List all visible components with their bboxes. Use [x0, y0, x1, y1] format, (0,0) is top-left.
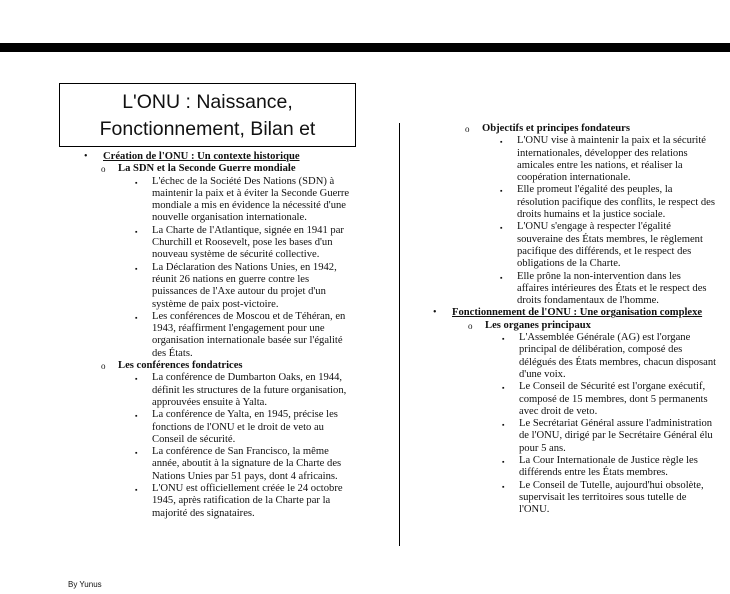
list-item	[135, 483, 384, 520]
list-item-line: nouvelle organisation internationale.	[152, 212, 307, 224]
list-item-line: d'une voix.	[519, 368, 566, 380]
list-item-line: Le Conseil de Tutelle, aujourd'hui obsolète,	[519, 479, 704, 491]
square-bullet-marker: ▪	[135, 412, 138, 421]
list-item-line: La Cour Internationale de Justice règle les	[519, 455, 698, 467]
list-item-line: année, aboutit à la signature de la Charte des	[152, 458, 342, 470]
square-bullet-marker: ▪	[502, 335, 505, 344]
list-item-line: système de paix post-victoire.	[152, 298, 279, 310]
list-item-line: droits humains et la justice sociale.	[517, 209, 666, 221]
subsection-heading-text: La SDN et la Seconde Guerre mondiale	[118, 163, 296, 175]
author-footer: By Yunus	[68, 580, 102, 589]
list-item	[500, 221, 730, 270]
header-bar	[0, 43, 730, 52]
list-item-line: pour 5 ans.	[519, 442, 566, 454]
square-bullet-marker: ▪	[500, 138, 503, 147]
square-bullet-marker: ▪	[135, 313, 138, 322]
circle-bullet-marker: o	[465, 124, 470, 134]
disc-bullet-marker: •	[84, 151, 88, 162]
list-item-line: pacifique des différends, et le respect des	[517, 245, 692, 257]
circle-bullet-marker: o	[468, 320, 473, 331]
list-item-line: principal de délibération, composé des	[519, 344, 683, 356]
list-item	[500, 135, 730, 184]
list-item	[502, 332, 730, 381]
list-item-line: affaires intérieures des États et le respect des	[517, 282, 707, 294]
list-item-line: Le Conseil de Sécurité est l'organe exécutif,	[519, 381, 706, 393]
list-item	[135, 446, 384, 483]
subsection-heading	[101, 360, 384, 372]
list-item	[502, 455, 730, 480]
square-bullet-marker: ▪	[135, 449, 138, 458]
list-item	[135, 311, 384, 360]
list-item-line: L'Assemblée Générale (AG) est l'organe	[519, 332, 691, 344]
list-item-line: définit les structures de la future organisation,	[152, 384, 347, 396]
list-item-line: droits fondamentaux de l'homme.	[517, 295, 659, 307]
list-item-line: L'ONU s'engage à respecter l'égalité	[517, 221, 671, 233]
list-item-line: l'ONU.	[519, 504, 550, 516]
document-title	[60, 89, 355, 143]
list-item-line: majorité des signataires.	[152, 507, 255, 519]
list-item	[502, 480, 730, 517]
list-item-line: avec droit de veto.	[519, 405, 598, 417]
list-item-line: résolution pacifique des conflits, le respect des	[517, 196, 715, 208]
list-item-line: puissances de l'Axe autour du projet d'un	[152, 286, 326, 298]
list-item-line: supervisait les territoires sous tutelle de	[519, 491, 687, 503]
list-item	[502, 418, 730, 455]
list-item-line: délégués des États membres, chacun disposant	[519, 356, 717, 368]
subsection-heading-text: Les organes principaux	[485, 319, 591, 331]
list-item-line: coopération internationale.	[517, 172, 631, 184]
list-item	[135, 176, 384, 225]
list-item-line: La conférence de Yalta, en 1945, précise les	[152, 409, 338, 421]
list-item-line: nouveau système de sécurité collective.	[152, 249, 320, 261]
title-line: L'ONU : Naissance,	[122, 91, 293, 113]
subsection-heading-text: Les conférences fondatrices	[118, 360, 243, 372]
title-line: Fonctionnement, Bilan et	[99, 118, 316, 140]
list-item-line: internationales, développer des relations	[517, 147, 688, 159]
list-item	[500, 271, 730, 308]
square-bullet-marker: ▪	[135, 375, 138, 384]
list-item-line: composé de 15 membres, dont 5 permanents	[519, 393, 708, 405]
left-column	[84, 151, 384, 520]
section-heading	[84, 151, 384, 163]
subsection-heading	[101, 163, 384, 175]
list-item-line: de l'ONU, dirigé par le Secrétaire Général élu	[519, 430, 713, 442]
section-heading-text: Création de l'ONU : Un contexte historique	[103, 151, 300, 162]
section-heading	[433, 307, 730, 319]
list-item-line: L'ONU est officiellement créée le 24 octobre	[152, 483, 343, 495]
right-column	[433, 123, 730, 517]
square-bullet-marker: ▪	[135, 486, 138, 495]
section-heading-text: Fonctionnement de l'ONU : Une organisation complexe	[452, 307, 703, 319]
list-item-line: La Charte de l'Atlantique, signée en 1941 par	[152, 224, 344, 236]
list-item	[502, 381, 730, 418]
list-item-line: fonctions de l'ONU et le droit de veto au	[152, 421, 324, 433]
list-item-line: Le Secrétariat Général assure l'administration	[519, 418, 713, 430]
circle-bullet-marker: o	[101, 164, 106, 175]
list-item-line: Les conférences de Moscou et de Téhéran, en	[152, 310, 346, 322]
square-bullet-marker: ▪	[135, 227, 138, 236]
subsection-heading	[468, 320, 730, 332]
square-bullet-marker: ▪	[502, 421, 505, 430]
square-bullet-marker: ▪	[502, 384, 505, 393]
square-bullet-marker: ▪	[135, 264, 138, 273]
list-item-line: différends entre les États membres.	[519, 467, 668, 479]
list-item-line: Churchill et Roosevelt, pose les bases d'un	[152, 237, 333, 249]
list-item-line: Elle prône la non-intervention dans les	[517, 270, 681, 282]
column-divider	[399, 123, 400, 546]
list-item-line: La conférence de Dumbarton Oaks, en 1944,	[152, 372, 343, 384]
subsection-heading-text: Objectifs et principes fondateurs	[482, 123, 631, 134]
list-item-line: 1945, après ratification de la Charte par la	[152, 495, 331, 507]
list-item-line: obligations de la Charte.	[517, 258, 621, 270]
square-bullet-marker: ▪	[502, 458, 505, 467]
list-item-line: L'ONU vise à maintenir la paix et la sécurité	[517, 135, 706, 147]
disc-bullet-marker: •	[433, 307, 437, 319]
list-item-line: L'échec de la Société Des Nations (SDN) à	[152, 175, 335, 187]
list-item-line: Nations Unies par 51 pays, dont 4 africains.	[152, 470, 338, 482]
list-item-line: La Déclaration des Nations Unies, en 1942,	[152, 261, 337, 273]
square-bullet-marker: ▪	[500, 273, 503, 282]
subsection-heading	[465, 123, 730, 135]
list-item-line: Elle promeut l'égalité des peuples, la	[517, 184, 673, 196]
list-item-line: organisation internationale basée sur l'égalité	[152, 335, 343, 347]
list-item-line: 1943, réaffirment l'engagement pour une	[152, 323, 325, 335]
list-item-line: mondiale a mis en évidence la nécessité d'une	[152, 200, 346, 212]
square-bullet-marker: ▪	[502, 482, 505, 491]
list-item	[135, 262, 384, 311]
list-item	[135, 225, 384, 262]
list-item-line: réunit 26 nations en guerre contre les	[152, 273, 310, 285]
list-item-line: approuvées ensuite à Yalta.	[152, 396, 268, 408]
list-item-line: maintenir la paix et à éviter la Seconde Guerre	[152, 187, 350, 199]
title-box	[59, 83, 356, 147]
list-item-line: amicales entre les nations, et réaliser la	[517, 159, 683, 171]
square-bullet-marker: ▪	[500, 224, 503, 233]
square-bullet-marker: ▪	[135, 178, 138, 187]
list-item	[135, 372, 384, 409]
list-item-line: La conférence de San Francisco, la même	[152, 446, 329, 458]
circle-bullet-marker: o	[101, 361, 106, 372]
list-item	[135, 409, 384, 446]
list-item-line: souveraine des États membres, le règlement	[517, 233, 703, 245]
list-item-line: Conseil de sécurité.	[152, 433, 236, 445]
list-item	[500, 184, 730, 221]
list-item-line: des États.	[152, 347, 193, 359]
square-bullet-marker: ▪	[500, 187, 503, 196]
